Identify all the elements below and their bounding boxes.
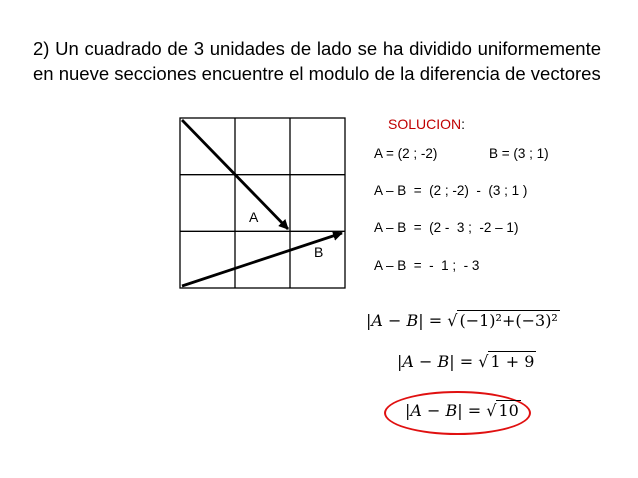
modulus-equation-1 xyxy=(366,311,560,330)
solution-title-colon: : xyxy=(461,116,466,132)
difference-step-1: A – B = (2 ; -2) - (3 ; 1 ) xyxy=(374,183,528,198)
sqrt-symbol-2: √ xyxy=(478,352,489,371)
sqrt-symbol-3: √ xyxy=(486,401,497,420)
sqrt-expression-3 xyxy=(486,401,521,420)
vector-b-label: B xyxy=(314,244,324,260)
solution-title-word: SOLUCION xyxy=(388,116,462,132)
sqrt-symbol-1: √ xyxy=(447,311,458,330)
sqrt-radicand-3: 10 xyxy=(498,401,519,420)
modulus-lhs-1: |A − B| = xyxy=(366,311,443,330)
modulus-lhs-3: |A − B| = xyxy=(405,401,482,420)
vector-b-definition: B = (3 ; 1) xyxy=(489,146,549,161)
modulus-lhs-2: |A − B| = xyxy=(397,352,474,371)
vector-a-label: A xyxy=(249,209,259,225)
vector-a-definition: A = (2 ; -2) xyxy=(374,146,438,161)
sqrt-expression-2 xyxy=(478,352,536,371)
sqrt-radicand-2: 1 + 9 xyxy=(490,352,535,371)
sqrt-expression-1 xyxy=(447,311,560,330)
difference-step-2: A – B = (2 - 3 ; -2 – 1) xyxy=(374,220,519,235)
problem-statement: 2) Un cuadrado de 3 unidades de lado se ha dividido uniformemente en nueve secciones encuentre el modulo de la diferencia de vectores xyxy=(33,38,601,84)
difference-step-3: A – B = - 1 ; - 3 xyxy=(374,258,480,273)
modulus-equation-3 xyxy=(405,401,521,420)
sqrt-radicand-1: (−1)²+(−3)² xyxy=(459,311,558,330)
solution-title xyxy=(388,116,465,132)
modulus-equation-2 xyxy=(397,352,536,371)
